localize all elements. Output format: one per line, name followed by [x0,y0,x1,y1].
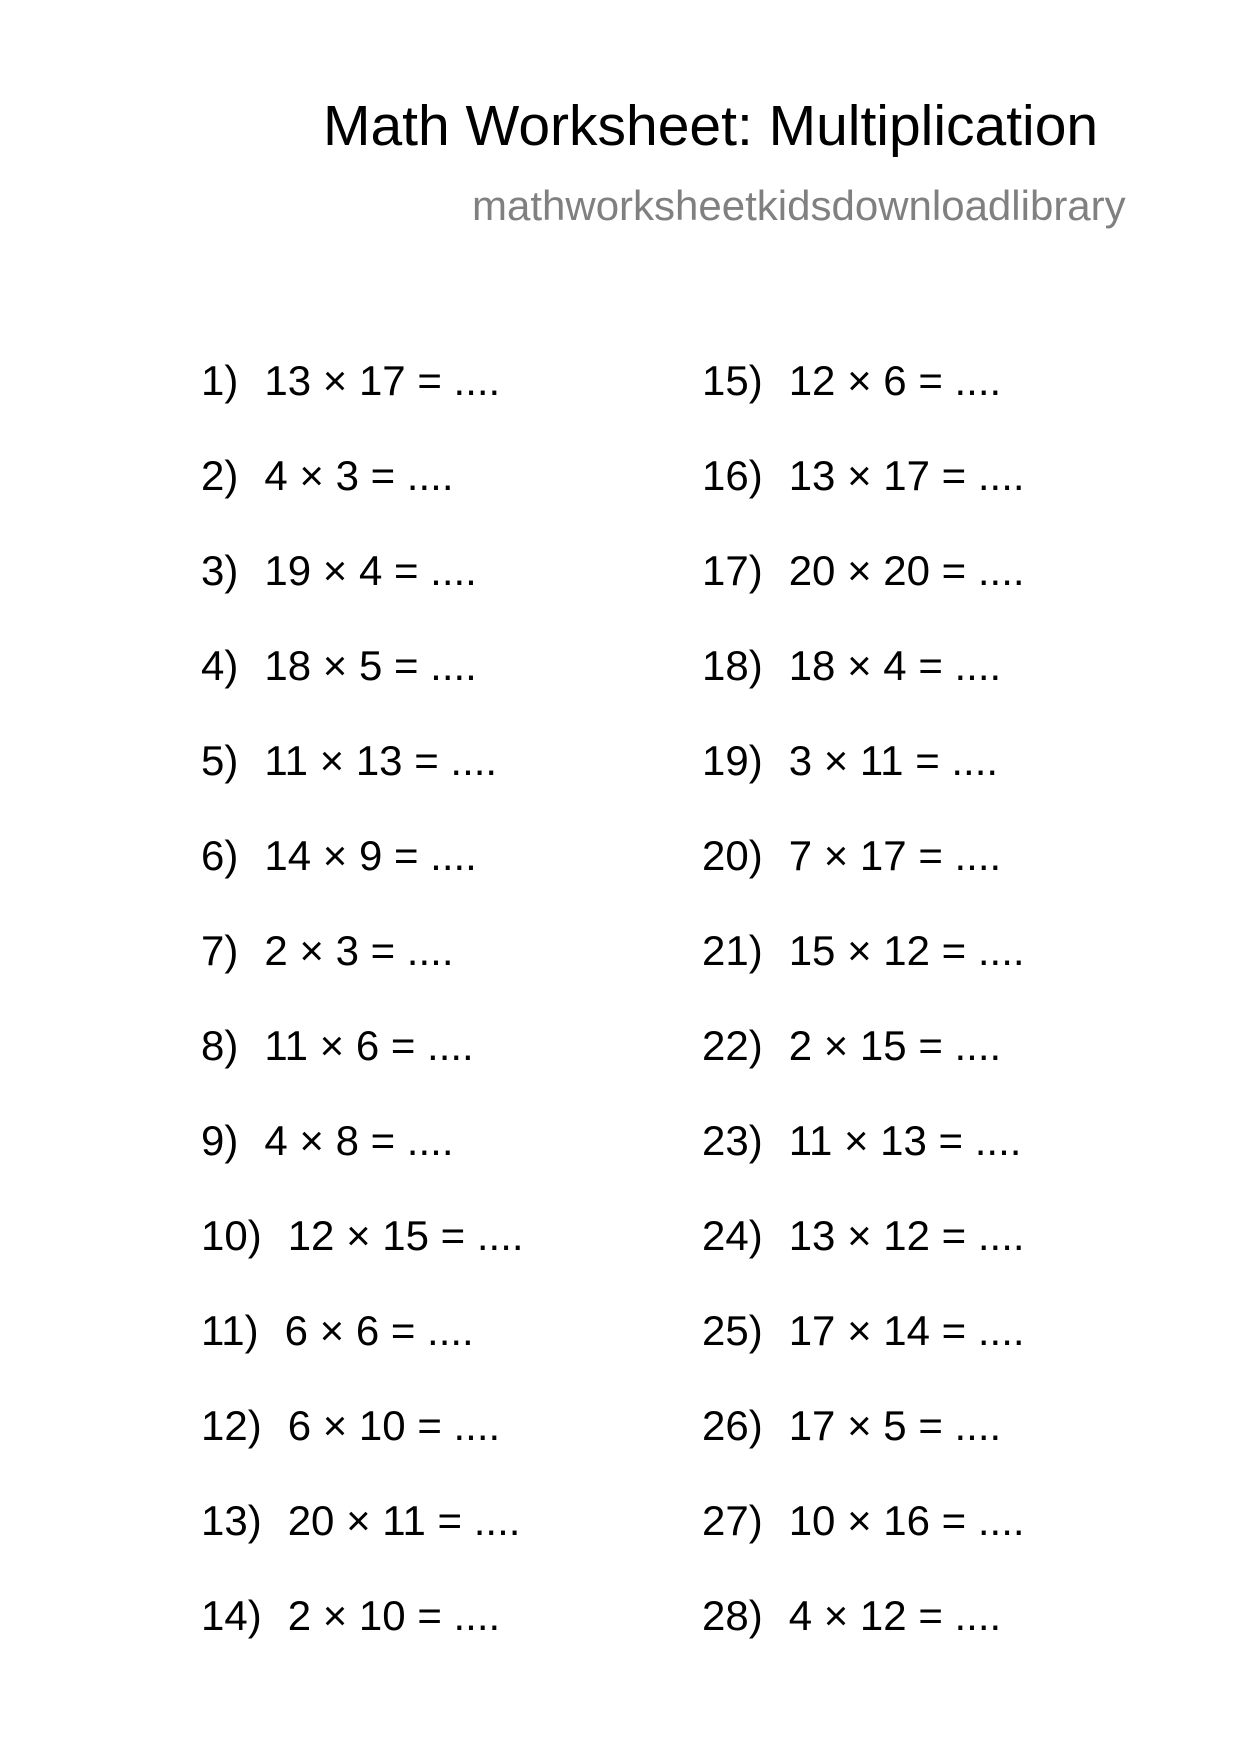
problem-number: 6) [201,832,239,879]
problem-item [702,927,1025,974]
problem-item [702,1592,1002,1639]
problem-expression: 20 × 11 = .... [287,1497,521,1544]
problem-number: 15) [702,357,763,404]
problem-expression: 2 × 15 = .... [788,1022,1002,1069]
problem-number: 11) [201,1307,259,1354]
problem-item [201,832,477,879]
problem-number: 17) [702,547,763,594]
problem-number: 24) [702,1212,763,1259]
problem-item [201,1117,454,1164]
problem-number: 8) [201,1022,239,1069]
problem-expression: 2 × 3 = .... [264,927,454,974]
problem-expression: 6 × 10 = .... [287,1402,501,1449]
problem-expression: 13 × 17 = .... [788,452,1025,499]
problem-number: 14) [201,1592,262,1639]
problem-item [201,452,454,499]
problem-expression: 6 × 6 = .... [284,1307,474,1354]
page-subtitle: mathworksheetkidsdownloadlibrary [472,182,1126,229]
problem-number: 27) [702,1497,763,1544]
problem-item [201,1307,474,1354]
problem-expression: 17 × 14 = .... [788,1307,1025,1354]
problem-item [702,452,1025,499]
problem-item [702,1117,1022,1164]
problem-number: 19) [702,737,763,784]
problem-number: 23) [702,1117,763,1164]
problem-number: 18) [702,642,763,689]
problem-expression: 12 × 15 = .... [287,1212,524,1259]
problem-expression: 17 × 5 = .... [788,1402,1002,1449]
problem-item [201,1212,524,1259]
problem-item [702,832,1002,879]
page-title: Math Worksheet: Multiplication [323,94,1099,158]
problem-expression: 18 × 4 = .... [788,642,1002,689]
problem-expression: 7 × 17 = .... [788,832,1002,879]
problem-item [702,1212,1025,1259]
problem-item [201,737,498,784]
problem-number: 28) [702,1592,763,1639]
problem-number: 3) [201,547,239,594]
problem-item [702,1307,1025,1354]
problem-expression: 11 × 6 = .... [264,1022,474,1069]
problem-number: 9) [201,1117,239,1164]
problem-item [201,927,454,974]
problem-item [702,1402,1002,1449]
problem-number: 10) [201,1212,262,1259]
problem-expression: 10 × 16 = .... [788,1497,1025,1544]
problem-item [702,642,1002,689]
problem-number: 4) [201,642,239,689]
problem-item [201,1402,501,1449]
problem-number: 22) [702,1022,763,1069]
problem-expression: 4 × 12 = .... [788,1592,1002,1639]
problem-expression: 15 × 12 = .... [788,927,1025,974]
problem-item [201,357,501,404]
problem-expression: 14 × 9 = .... [264,832,477,879]
problem-number: 5) [201,737,239,784]
problem-item [201,547,477,594]
problem-expression: 4 × 3 = .... [264,452,454,499]
problem-number: 13) [201,1497,262,1544]
problem-number: 12) [201,1402,262,1449]
problem-expression: 19 × 4 = .... [264,547,477,594]
problem-item [702,1022,1002,1069]
problem-expression: 11 × 13 = .... [264,737,498,784]
problem-number: 7) [201,927,239,974]
problem-expression: 12 × 6 = .... [788,357,1002,404]
problem-item [201,642,477,689]
problem-number: 16) [702,452,763,499]
problem-number: 21) [702,927,763,974]
problem-item [201,1022,474,1069]
problem-expression: 4 × 8 = .... [264,1117,454,1164]
problem-number: 2) [201,452,239,499]
problem-expression: 2 × 10 = .... [287,1592,501,1639]
problem-number: 26) [702,1402,763,1449]
problem-expression: 13 × 17 = .... [264,357,501,404]
problem-item [702,737,999,784]
problem-item [201,1592,501,1639]
problem-expression: 3 × 11 = .... [788,737,999,784]
problem-item [702,1497,1025,1544]
problem-item [201,1497,521,1544]
problem-number: 20) [702,832,763,879]
problem-expression: 11 × 13 = .... [788,1117,1022,1164]
problem-expression: 13 × 12 = .... [788,1212,1025,1259]
problem-expression: 18 × 5 = .... [264,642,477,689]
problem-number: 25) [702,1307,763,1354]
problem-number: 1) [201,357,239,404]
problem-item [702,547,1025,594]
problem-item [702,357,1002,404]
problem-expression: 20 × 20 = .... [788,547,1025,594]
